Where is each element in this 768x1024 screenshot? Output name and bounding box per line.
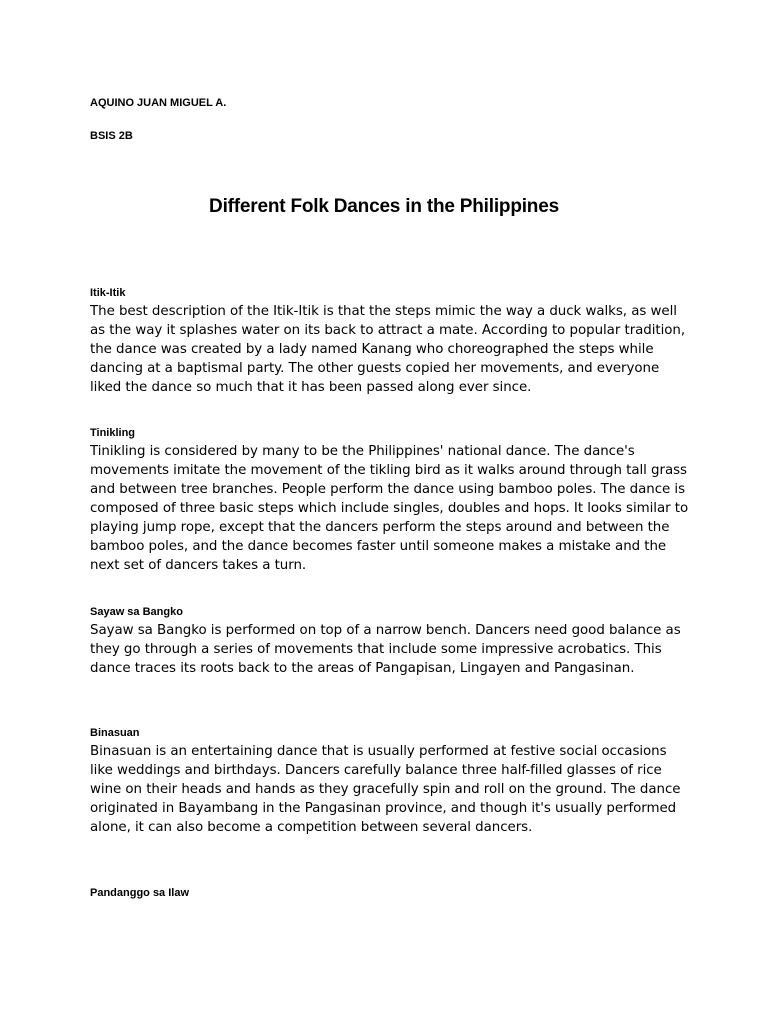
dance-section-sayaw-sa-bangko <box>90 605 690 678</box>
dance-heading: Pandanggo sa Ilaw <box>90 887 190 899</box>
dance-description: Sayaw sa Bangko is performed on top of a narrow bench. Dancers need good balance as they go through a series of movements that include some impressive acrobatics. This dance traces its roots back to the areas of Pangapisan, Lingayen and Pangasinan. <box>90 623 681 676</box>
dance-section-pandanggo-sa-ilaw <box>90 886 690 902</box>
dance-section-tinikling <box>90 426 690 575</box>
author-name: AQUINO JUAN MIGUEL A. <box>90 97 227 109</box>
dance-description: Binasuan is an entertaining dance that is usually performed at festive social occasions like weddings and birthdays. Dancers carefully balance three half-filled glasses of rice wine on their heads and hands as they gracefully spin and roll on the ground. The dance originated in Bayambang in the Pangasinan province, and though it's usually performed alone, it can also become a competition between several dancers. <box>90 744 681 835</box>
dance-description: The best description of the Itik-Itik is that the steps mimic the way a duck walks, as well as the way it splashes water on its back to attract a mate. According to popular tradition, the dance was created by a lady named Kanang who choreographed the steps while dancing at a baptismal party. The other guests copied her movements, and everyone liked the dance so much that it has been passed along ever since. <box>90 304 686 395</box>
dance-section-binasuan <box>90 726 690 837</box>
dance-heading: Itik-Itik <box>90 287 126 299</box>
dance-description: Tinikling is considered by many to be the Philippines' national dance. The dance's movements imitate the movement of the tikling bird as it walks around through tall grass and between tree branches. People perform the dance using bamboo poles. The dance is composed of three basic steps which include singles, doubles and hops. It looks similar to playing jump rope, except that the dancers perform the steps around and between the bamboo poles, and the dance becomes faster until someone makes a mistake and the next set of dancers takes a turn. <box>90 444 689 573</box>
document-title: Different Folk Dances in the Philippines <box>209 196 559 217</box>
dance-heading: Tinikling <box>90 427 136 439</box>
dance-heading: Binasuan <box>90 727 140 739</box>
author-section: BSIS 2B <box>90 130 133 142</box>
dance-heading: Sayaw sa Bangko <box>90 606 183 618</box>
dance-section-itik-itik <box>90 286 690 397</box>
